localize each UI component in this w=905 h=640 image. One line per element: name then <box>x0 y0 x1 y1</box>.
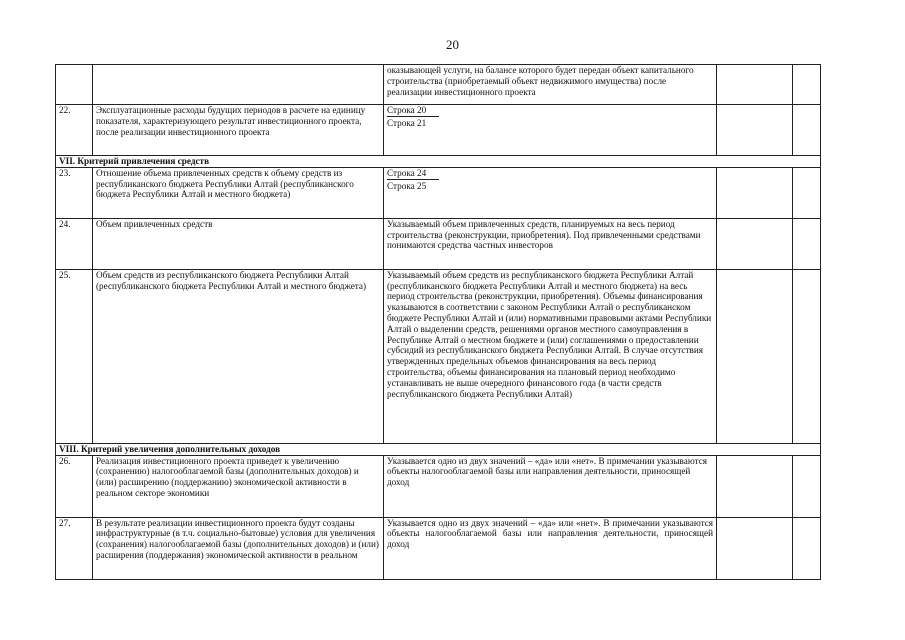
note-cell <box>793 269 821 443</box>
value-cell <box>717 105 793 156</box>
table-row <box>56 517 821 579</box>
page-number: 20 <box>446 37 459 52</box>
value-cell <box>717 167 793 218</box>
criterion-name: Объем привлеченных средств <box>93 218 384 269</box>
criterion-description: Указываемый объем средств из республиканского бюджета Республики Алтай (республиканского бюджета Республики Алтай и местного бюджета) на весь период строительства (реконструкции, приобретения). Объемы финансирования указываются в соответствии с законом Республики Алтай о республиканском бюджете Республики Алтай и (или) нормативными правовыми актами Республики Алтай о выделении средств, решениями органов местного самоуправления в Республике Алтай о местном бюджете и (или) соглашениями о предоставлении субсидий из республиканского бюджета Республики Алтай. В случае отсутствия утвержденных предельных объемов финансирования на весь период строительства, объемы финансирования на плановый период необходимо устанавливать не выше очередного финансового года (в части средств республиканского бюджета Республики Алтай) <box>384 269 717 443</box>
criterion-description: оказывающей услуги, на балансе которого будет передан объект капитального строительства (приобретаемый объект недвижимого имущества) после реализации инвестиционного проекта <box>384 65 717 105</box>
row-number: 23. <box>56 167 93 218</box>
table-row <box>56 65 821 105</box>
criteria-table <box>55 64 821 580</box>
criterion-name <box>93 65 384 105</box>
row-number: 25. <box>56 269 93 443</box>
row-number <box>56 65 93 105</box>
table-row <box>56 105 821 156</box>
section-header-row <box>56 156 821 168</box>
line-reference: Строка 24 <box>387 168 439 180</box>
criterion-name: Эксплуатационные расходы будущих периодов в расчете на единицу показателя, характеризующего результат инвестиционного проекта, после реализации инвестиционного проекта <box>93 105 384 156</box>
note-cell <box>793 517 821 579</box>
section-title: VII. Критерий привлечения средств <box>56 156 821 168</box>
criterion-name: Отношение объема привлеченных средств к объему средств из республиканского бюджета Республики Алтай (республиканского бюджета Республики Алтай и местного бюджета) <box>93 167 384 218</box>
criterion-description <box>384 105 717 156</box>
row-number: 22. <box>56 105 93 156</box>
row-number: 27. <box>56 517 93 579</box>
section-header-row <box>56 443 821 455</box>
criterion-name: В результате реализации инвестиционного проекта будут созданы инфраструктурные (в т.ч. социально-бытовые) условия для увеличения (сохранения) налогооблагаемой базы (дополнительных доходов) и (или) расширения (поддержания) экономической активности в реальном <box>93 517 384 579</box>
row-number: 26. <box>56 455 93 517</box>
section-title: VIII. Критерий увеличения дополнительных доходов <box>56 443 821 455</box>
criterion-name: Реализация инвестиционного проекта приведет к увеличению (сохранению) налогооблагаемой базы (дополнительных доходов) и (или) расширению (поддержанию) экономической активности в реальном секторе экономики <box>93 455 384 517</box>
value-cell <box>717 517 793 579</box>
table-row <box>56 218 821 269</box>
note-cell <box>793 455 821 517</box>
value-cell <box>717 65 793 105</box>
note-cell <box>793 218 821 269</box>
criterion-description: Указываемый объем привлеченных средств, планируемых на весь период строительства (реконструкции, приобретения). Под привлеченными средствами понимаются средства частных инвесторов <box>384 218 717 269</box>
line-reference: Строка 25 <box>387 180 427 191</box>
value-cell <box>717 269 793 443</box>
criterion-description: Указывается одно из двух значений – «да» или «нет». В примечании указываются объекты налогооблагаемой базы или направления деятельности, приносящей доход <box>384 455 717 517</box>
criterion-description <box>384 167 717 218</box>
row-number: 24. <box>56 218 93 269</box>
note-cell <box>793 167 821 218</box>
value-cell <box>717 455 793 517</box>
note-cell <box>793 65 821 105</box>
note-cell <box>793 105 821 156</box>
value-cell <box>717 218 793 269</box>
line-reference: Строка 21 <box>387 117 427 128</box>
table-row <box>56 269 821 443</box>
line-reference: Строка 20 <box>387 105 439 117</box>
criterion-name: Объем средств из республиканского бюджета Республики Алтай (республиканского бюджета Республики Алтай и местного бюджета) <box>93 269 384 443</box>
criterion-description: Указывается одно из двух значений – «да» или «нет». В примечании указываются объекты налогооблагаемой базы или направления деятельности, приносящей доход <box>384 517 717 579</box>
table-row <box>56 455 821 517</box>
table-row <box>56 167 821 218</box>
